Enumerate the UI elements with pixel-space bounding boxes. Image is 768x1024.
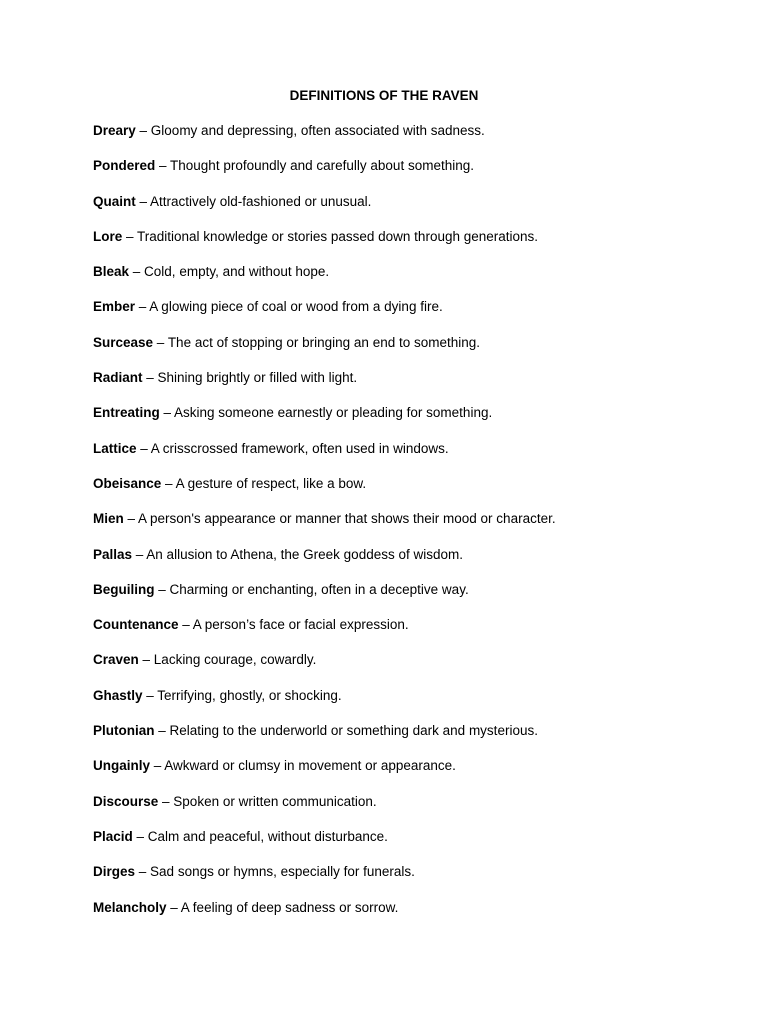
definition-separator: – [142,370,158,386]
definition-item [93,899,733,934]
definition-term: Surcease [93,334,154,350]
definition-text: A feeling of deep sadness or sorrow. [180,899,399,915]
definition-item [93,404,733,439]
definition-item [93,122,733,157]
definition-text: An allusion to Athena, the Greek goddess of wisdom. [146,546,463,562]
definition-term: Entreating [93,405,160,421]
definition-item [93,369,733,404]
definition-term: Beguiling [93,581,155,597]
definition-text: A person’s face or facial expression. [192,617,409,633]
definition-text: Shining brightly or filled with light. [157,370,358,386]
definition-text: Thought profoundly and carefully about something. [170,158,474,174]
definition-separator: – [135,193,151,209]
definition-item [93,298,733,333]
definition-separator: – [178,617,193,633]
definition-term: Plutonian [93,723,155,739]
definition-item [93,228,733,263]
definition-item [93,687,733,722]
definition-separator: – [159,405,175,421]
definition-separator: – [122,228,138,244]
definition-text: A crisscrossed framework, often used in windows. [150,440,449,456]
definition-term: Lattice [93,440,137,456]
definition-term: Discourse [93,793,159,809]
definition-item [93,581,733,616]
definition-separator: – [155,158,171,174]
definition-separator: – [138,652,154,668]
definition-separator: – [158,793,174,809]
definition-text: Calm and peaceful, without disturbance. [147,828,388,844]
definition-term: Lore [93,228,123,244]
definition-separator: – [132,828,148,844]
definition-term: Ghastly [93,687,143,703]
page-title: DEFINITIONS OF THE RAVEN [289,88,479,103]
definition-text: Lacking courage, cowardly. [153,652,317,668]
definition-term: Mien [93,511,124,527]
definition-text: Terrifying, ghostly, or shocking. [157,687,342,703]
definition-item [93,475,733,510]
definition-term: Melancholy [93,899,167,915]
definition-separator: – [129,264,145,280]
definition-separator: – [135,299,150,315]
definition-term: Placid [93,828,133,844]
definition-item [93,757,733,792]
definition-text: Sad songs or hymns, especially for funerals. [150,864,415,880]
definition-term: Countenance [93,617,179,633]
definition-separator: – [154,581,170,597]
definition-item [93,722,733,757]
definition-text: Awkward or clumsy in movement or appearance. [164,758,456,774]
definition-separator: – [142,687,158,703]
definition-text: Spoken or written communication. [173,793,377,809]
definition-text: The act of stopping or bringing an end to something. [167,334,481,350]
definition-text: Traditional knowledge or stories passed down through generations. [137,228,539,244]
definition-item [93,828,733,863]
definition-term: Obeisance [93,475,162,491]
definition-item [93,334,733,369]
definition-text: Asking someone earnestly or pleading for something. [174,405,493,421]
definition-text: Gloomy and depressing, often associated with sadness. [150,123,485,138]
definition-separator: – [153,334,168,350]
definition-term: Radiant [93,370,143,386]
definition-term: Pondered [93,158,156,174]
definition-separator: – [135,123,151,138]
definition-separator: – [123,511,139,527]
definition-item [93,157,733,192]
definition-term: Craven [93,652,139,668]
definition-separator: – [150,758,165,774]
definition-separator: – [154,723,170,739]
definition-item [93,793,733,828]
definition-text: A gesture of respect, like a bow. [175,475,367,491]
definition-item [93,616,733,651]
definition-separator: – [161,475,176,491]
definition-term: Dirges [93,864,136,880]
definition-term: Quaint [93,193,136,209]
definition-separator: – [136,440,151,456]
definition-item [93,193,733,228]
definition-item [93,510,733,545]
definition-item [93,863,733,898]
definition-term: Bleak [93,264,130,280]
definition-term: Dreary [93,123,136,138]
definition-separator: – [135,864,151,880]
definitions-list [93,122,733,934]
definition-separator: – [132,546,147,562]
definition-item [93,440,733,475]
definition-item [93,546,733,581]
definition-item [93,651,733,686]
definition-term: Ember [93,299,136,315]
definition-separator: – [166,899,181,915]
definition-term: Pallas [93,546,133,562]
definition-term: Ungainly [93,758,151,774]
definition-text: Charming or enchanting, often in a deceptive way. [169,581,469,597]
definition-text: A glowing piece of coal or wood from a dying fire. [149,299,443,315]
definition-text: Attractively old-fashioned or unusual. [150,193,372,209]
definition-text: A person's appearance or manner that shows their mood or character. [138,511,556,527]
definition-text: Relating to the underworld or something dark and mysterious. [169,723,538,739]
definition-item [93,263,733,298]
definition-text: Cold, empty, and without hope. [144,264,330,280]
